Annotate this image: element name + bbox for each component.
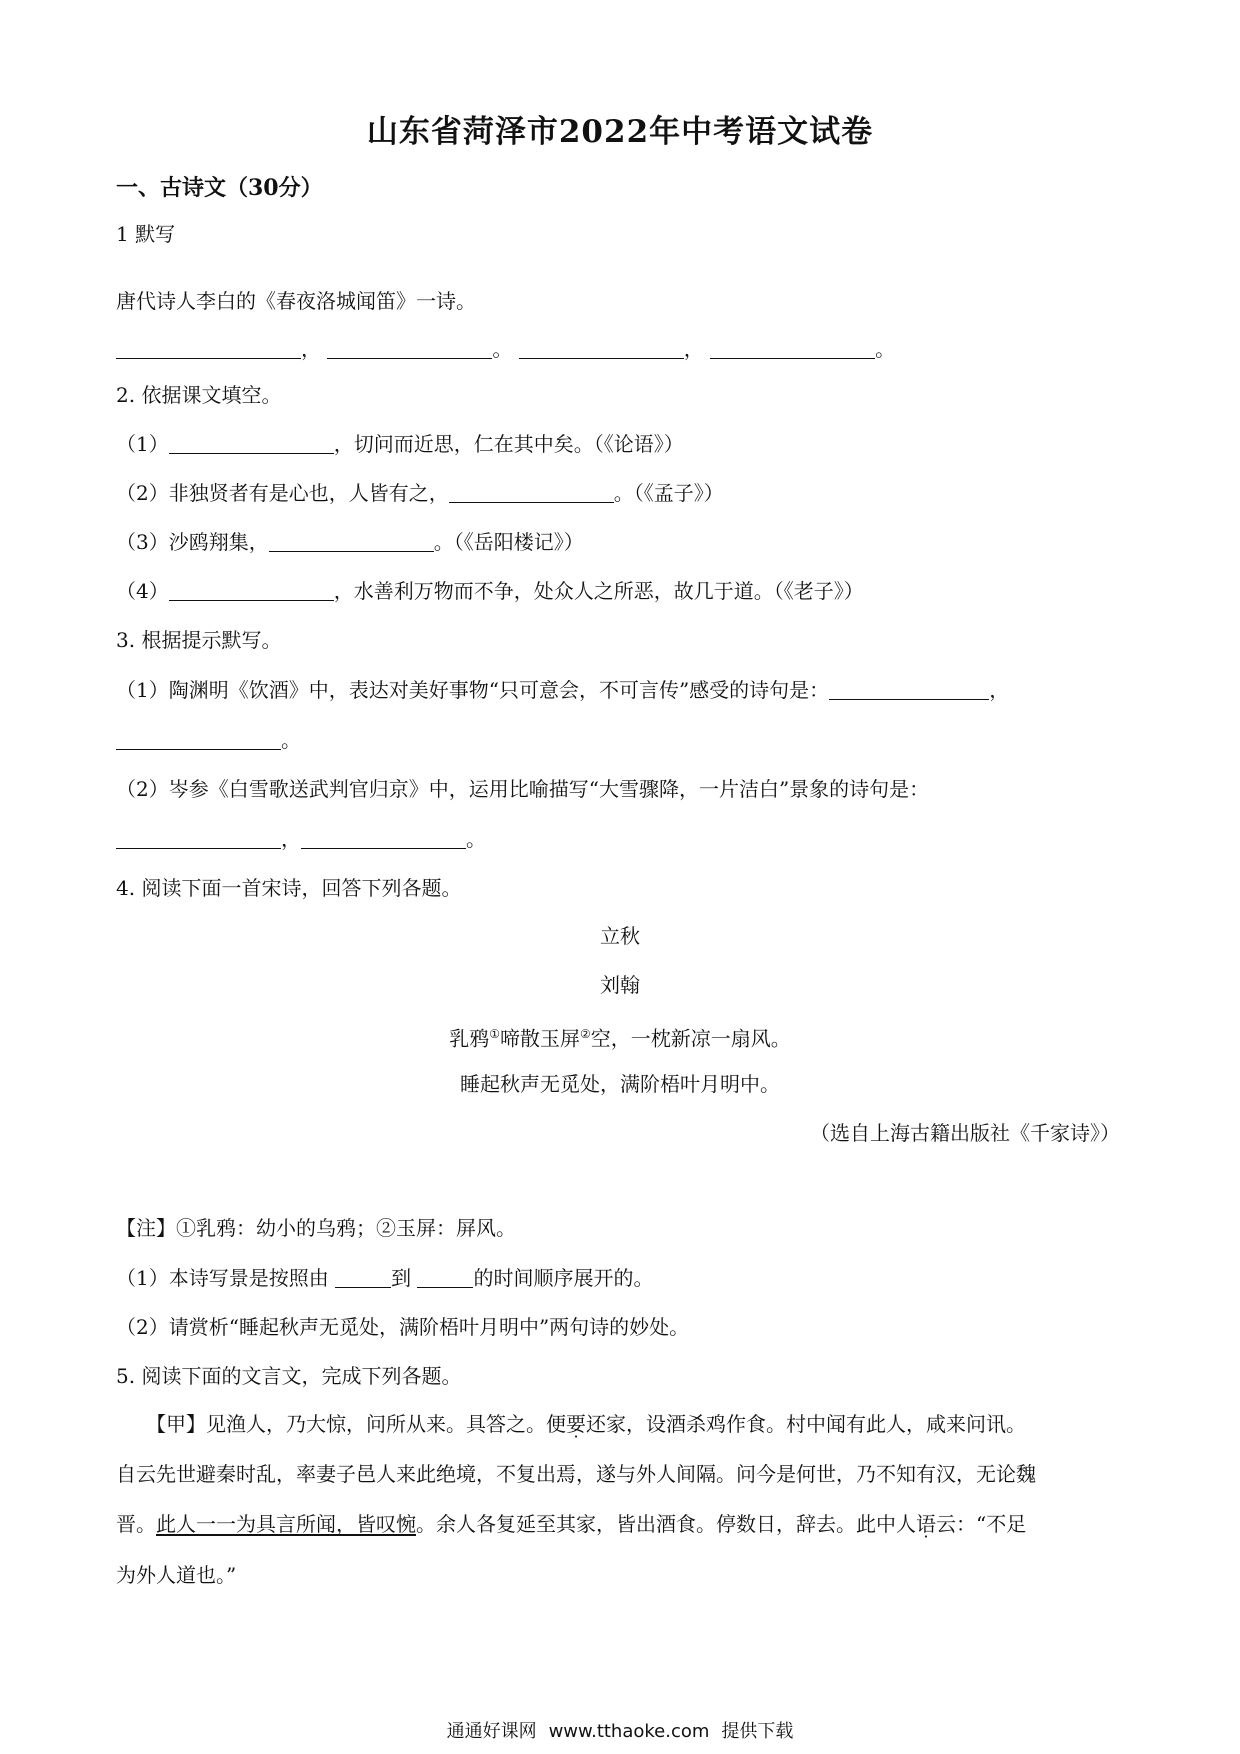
- answer-blank[interactable]: [116, 729, 281, 750]
- question-4-sub-2: （2）请赏析“睡起秋声无觅处，满阶梧叶月明中”两句诗的妙处。: [116, 1315, 690, 1339]
- answer-blank[interactable]: [519, 338, 684, 359]
- answer-blank[interactable]: [710, 338, 875, 359]
- page-footer: [0, 1717, 1240, 1743]
- poem-source: （选自上海古籍出版社《千家诗》）: [810, 1121, 1120, 1145]
- page-title: 山东省菏泽市2022年中考语文试卷: [366, 114, 874, 150]
- question-1-blanks: ， 。 ， 。: [116, 336, 895, 362]
- footer-note: 提供下载: [721, 1721, 794, 1742]
- answer-blank[interactable]: [169, 433, 334, 454]
- dotted-char: 语: [916, 1512, 936, 1536]
- passage-line-4: 为外人道也。”: [116, 1563, 237, 1587]
- answer-blank[interactable]: [269, 531, 434, 552]
- question-2-heading: 2. 依据课文填空。: [116, 383, 282, 407]
- question-2-item-3: （3）沙鸥翔集， 。（《岳阳楼记》）: [116, 530, 584, 554]
- answer-blank[interactable]: [116, 338, 301, 359]
- passage-line-1: 【甲】见渔人，乃大惊，问所从来。具答之。便要还家，设酒杀鸡作食。村中闻有此人，咸来问讯。: [146, 1412, 1026, 1436]
- answer-blank[interactable]: [327, 338, 492, 359]
- question-3-item-2: （2）岑参《白雪歌送武判官归京》中，运用比喻描写“大雪骤降，一片洁白”景象的诗句是：: [116, 777, 930, 801]
- question-3-item-1-cont: 。: [116, 727, 301, 753]
- question-2-item-2: （2）非独贤者有是心也，人皆有之， 。（《孟子》）: [116, 481, 724, 505]
- question-2-item-4: （4） ，水善利万物而不争，处众人之所恶，故几于道。（《老子》）: [116, 579, 864, 603]
- question-3-item-1: （1）陶渊明《饮酒》中，表达对美好事物“只可意会，不可言传”感受的诗句是： ，: [116, 678, 1010, 702]
- poem-line-1: 乳鸦①啼散玉屏②空，一枕新凉一扇风。: [449, 1026, 791, 1051]
- answer-blank[interactable]: [417, 1267, 473, 1288]
- answer-blank[interactable]: [335, 1267, 391, 1288]
- passage-line-2: 自云先世避秦时乱，率妻子邑人来此绝境，不复出焉，遂与外人间隔。问今是何世，乃不知有汉，无论魏: [116, 1462, 1036, 1486]
- question-2-item-1: （1） ，切问而近思，仁在其中矣。（《论语》）: [116, 432, 684, 456]
- question-5-heading: 5. 阅读下面的文言文，完成下列各题。: [116, 1364, 462, 1388]
- answer-blank[interactable]: [829, 679, 989, 700]
- poem-line-2: 睡起秋声无觅处，满阶梧叶月明中。: [460, 1072, 780, 1096]
- poem-title: 立秋: [600, 924, 640, 948]
- question-3-item-2-cont: ， 。: [116, 826, 486, 852]
- answer-blank[interactable]: [449, 482, 614, 503]
- answer-blank[interactable]: [116, 828, 281, 849]
- footer-site-name: 通通好课网: [446, 1721, 537, 1742]
- poem-author: 刘翰: [600, 973, 640, 997]
- question-4-heading: 4. 阅读下面一首宋诗，回答下列各题。: [116, 876, 462, 900]
- answer-blank[interactable]: [301, 828, 466, 849]
- dotted-char: 要: [566, 1412, 586, 1436]
- footer-url[interactable]: www.tthaoke.com: [548, 1721, 710, 1742]
- question-1-heading: 1 默写: [116, 222, 176, 246]
- passage-line-3: 晋。此人一一为具言所闻，皆叹惋。余人各复延至其家，皆出酒食。停数日，辞去。此中人语云：“不足: [116, 1512, 1027, 1536]
- section-heading: 一、古诗文（30分）: [116, 175, 323, 201]
- question-1-prompt: 唐代诗人李白的《春夜洛城闻笛》一诗。: [116, 289, 476, 313]
- underlined-sentence: 此人一一为具言所闻，皆叹惋: [156, 1512, 416, 1536]
- question-3-heading: 3. 根据提示默写。: [116, 628, 282, 652]
- answer-blank[interactable]: [169, 580, 334, 601]
- poem-note: 【注】①乳鸦：幼小的乌鸦；②玉屏：屏风。: [116, 1216, 516, 1240]
- question-4-sub-1: （1）本诗写景是按照由 到 的时间顺序展开的。: [116, 1266, 654, 1290]
